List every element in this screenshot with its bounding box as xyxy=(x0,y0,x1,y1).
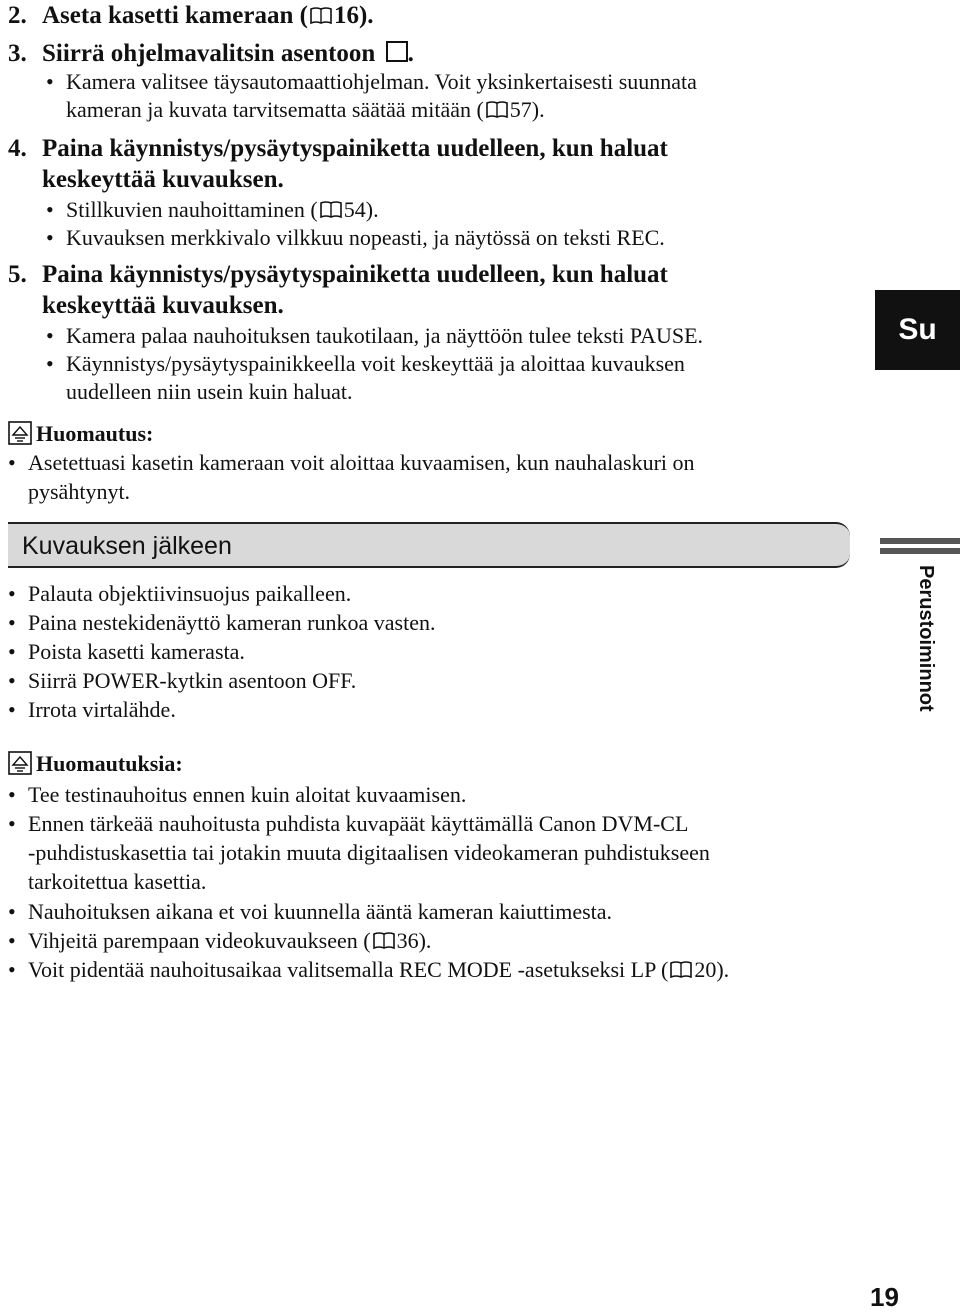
step-3-note: • Kamera valitsee täysautomaattiohjelman. Voit yksinkertaisesti suunnata kameran ja kuvata tarvitsematta säätää mitään ( 57). xyxy=(46,69,697,122)
list-item: • Palauta objektiivinsuojus paikalleen. xyxy=(8,581,352,606)
section-title: Kuvauksen jälkeen xyxy=(22,532,232,560)
notes-heading: Huomautuksia: xyxy=(8,750,183,778)
language-tab: Su xyxy=(875,290,960,370)
auto-mode-box-icon xyxy=(386,41,408,62)
book-reference-icon xyxy=(373,932,395,950)
step-number: 4. xyxy=(8,135,27,162)
book-reference-icon xyxy=(320,201,342,219)
page-number: 19 xyxy=(870,1282,899,1312)
page-ref: 57 xyxy=(509,97,532,122)
list-item: • Nauhoituksen aikana et voi kuunnella ääntä kameran kaiuttimesta. xyxy=(8,899,613,924)
side-rule xyxy=(880,538,960,544)
list-item: • Ennen tärkeää nauhoitusta puhdista kuvapäät käyttämällä Canon DVM-CL -puhdistuskasettia tai jotakin muuta digitaalisen videokameran puhdistukseen tarkoitettua kasettia. xyxy=(8,811,710,894)
book-reference-icon xyxy=(670,961,692,979)
page-ref: 20 xyxy=(694,957,717,982)
step-4-note-1: • Stillkuvien nauhoittaminen ( 54). xyxy=(46,197,379,222)
list-item: • Irrota virtalähde. xyxy=(8,697,176,722)
section-header-bar xyxy=(8,522,850,568)
step-number: 3. xyxy=(8,40,27,67)
list-item: • Tee testinauhoitus ennen kuin aloitat kuvaamisen. xyxy=(8,782,467,807)
step-2: 2. Aseta kasetti kameraan ( 16). xyxy=(8,2,374,29)
book-reference-icon xyxy=(486,101,508,119)
note-icon xyxy=(8,751,32,775)
step-number: 2. xyxy=(8,2,27,29)
step-text: Aseta kasetti kameraan ( xyxy=(42,2,308,29)
list-item: • Vihjeitä parempaan videokuvaukseen ( 36). xyxy=(8,928,432,953)
page-ref: 54 xyxy=(343,197,366,222)
step-4-note-2: • Kuvauksen merkkivalo vilkkuu nopeasti, ja näytössä on teksti REC. xyxy=(46,225,665,250)
step-4: 4. Paina käynnistys/pysäytyspainiketta uudelleen, kun haluat keskeyttää kuvauksen. xyxy=(8,135,668,193)
book-reference-icon xyxy=(310,7,332,25)
note-bullet: • Asetettuasi kasetin kameraan voit aloittaa kuvaamisen, kun nauhalaskuri on pysähtynyt. xyxy=(8,450,695,504)
step-5: 5. Paina käynnistys/pysäytyspainiketta uudelleen, kun haluat keskeyttää kuvauksen. xyxy=(8,261,668,319)
list-item: • Voit pidentää nauhoitusaikaa valitsemalla REC MODE -asetukseksi LP ( 20). xyxy=(8,957,730,982)
step-3: 3. Siirrä ohjelmavalitsin asentoon . xyxy=(8,40,414,67)
step-number: 5. xyxy=(8,261,27,288)
page-ref: 36 xyxy=(396,928,419,953)
step-5-note-2: • Käynnistys/pysäytyspainikkeella voit keskeyttää ja aloittaa kuvauksen uudelleen niin usein kuin haluat. xyxy=(46,351,685,404)
page-ref: 16 xyxy=(333,2,359,29)
note-icon xyxy=(8,421,32,445)
note-heading: Huomautus: xyxy=(8,420,153,448)
list-item: • Paina nestekidenäyttö kameran runkoa vasten. xyxy=(8,610,436,635)
chapter-label: Perustoiminnot xyxy=(915,565,937,712)
list-item: • Poista kasetti kamerasta. xyxy=(8,639,245,664)
list-item: • Siirrä POWER-kytkin asentoon OFF. xyxy=(8,668,357,693)
step-5-note-1: • Kamera palaa nauhoituksen taukotilaan, ja näyttöön tulee teksti PAUSE. xyxy=(46,323,704,348)
step-text: Siirrä ohjelmavalitsin asentoon xyxy=(42,40,376,67)
side-rule xyxy=(880,548,960,554)
